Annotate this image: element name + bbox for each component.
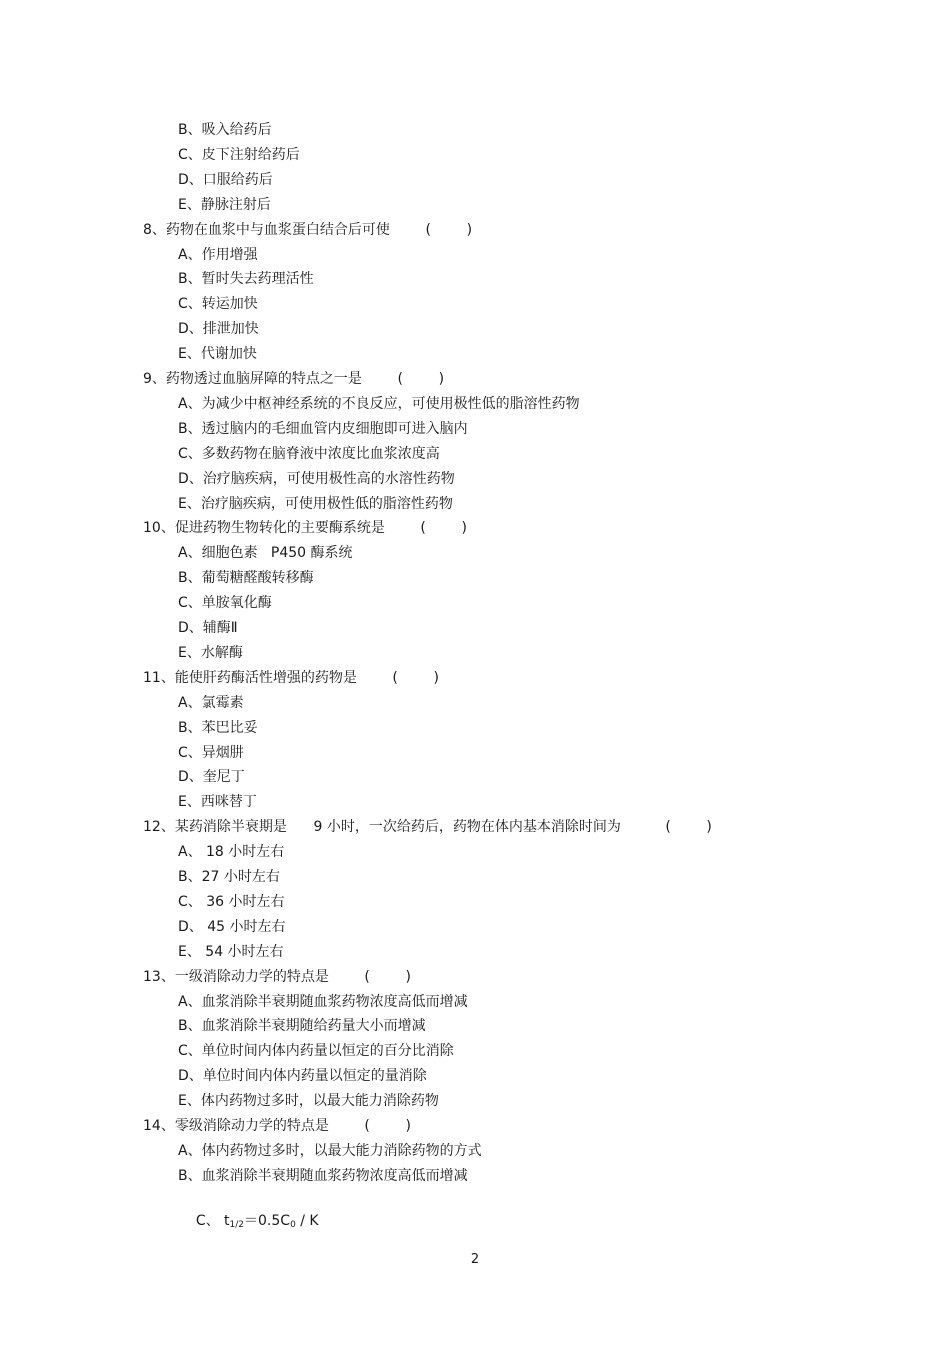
- answer-option: D、奎尼丁: [178, 769, 245, 785]
- answer-option: D、单位时间内体内药量以恒定的量消除: [178, 1068, 427, 1084]
- answer-option: D、 45 小时左右: [178, 919, 286, 935]
- answer-option: D、排泄加快: [178, 321, 259, 337]
- answer-option: E、代谢加快: [178, 346, 257, 362]
- question-stem: 11、能使肝药酶活性增强的药物是 ( ): [143, 670, 439, 686]
- answer-option: A、氯霉素: [178, 695, 244, 711]
- answer-option: E、水解酶: [178, 645, 243, 661]
- question-stem: 9、药物透过血脑屏障的特点之一是 ( ): [143, 371, 445, 387]
- answer-option: C、 36 小时左右: [178, 894, 285, 910]
- answer-option: C、单胺氧化酶: [178, 595, 272, 611]
- question-stem: 14、零级消除动力学的特点是 ( ): [143, 1118, 411, 1134]
- answer-option: B、透过脑内的毛细血管内皮细胞即可进入脑内: [178, 421, 468, 437]
- answer-option: B、血浆消除半衰期随给药量大小而增减: [178, 1018, 426, 1034]
- answer-option: E、体内药物过多时，以最大能力消除药物: [178, 1093, 439, 1109]
- answer-option: C、皮下注射给药后: [178, 147, 300, 163]
- formula-option-line: C、 $t_{1/2}=0.5C_0 / K$: [195, 1213, 319, 1230]
- question-stem: 12、某药消除半衰期是 9 小时，一次给药后，药物在体内基本消除时间为 ( ): [143, 819, 712, 835]
- answer-option: B、27 小时左右: [178, 869, 280, 885]
- answer-option: B、吸入给药后: [178, 122, 272, 138]
- answer-option: A、细胞色素 P450 酶系统: [178, 545, 353, 561]
- answer-option: B、葡萄糖醛酸转移酶: [178, 570, 314, 586]
- answer-option: A、体内药物过多时，以最大能力消除药物的方式: [178, 1143, 482, 1159]
- answer-option: D、口服给药后: [178, 172, 273, 188]
- answer-option: C、多数药物在脑脊液中浓度比血浆浓度高: [178, 446, 440, 462]
- answer-option: A、血浆消除半衰期随血浆药物浓度高低而增减: [178, 994, 468, 1010]
- answer-option: E、 54 小时左右: [178, 944, 284, 960]
- page-number: 2: [470, 1252, 480, 1267]
- answer-option: E、西咪替丁: [178, 794, 257, 810]
- answer-option: B、苯巴比妥: [178, 720, 258, 736]
- question-stem: 10、促进药物生物转化的主要酶系统是 ( ): [143, 520, 467, 536]
- answer-option: A、 18 小时左右: [178, 844, 285, 860]
- answer-option: E、静脉注射后: [178, 197, 271, 213]
- answer-option: A、为减少中枢神经系统的不良反应，可使用极性低的脂溶性药物: [178, 396, 580, 412]
- answer-option: A、作用增强: [178, 247, 258, 263]
- question-stem: 13、一级消除动力学的特点是 ( ): [143, 969, 411, 985]
- answer-option: C、转运加快: [178, 296, 258, 312]
- answer-option: B、暂时失去药理活性: [178, 271, 314, 287]
- answer-option: C、异烟肼: [178, 745, 244, 761]
- answer-option: D、治疗脑疾病，可使用极性高的水溶性药物: [178, 471, 455, 487]
- answer-option: B、血浆消除半衰期随血浆药物浓度高低而增减: [178, 1168, 468, 1184]
- answer-option: D、辅酶Ⅱ: [178, 620, 238, 636]
- answer-option: C、单位时间内体内药量以恒定的百分比消除: [178, 1043, 454, 1059]
- question-stem: 8、药物在血浆中与血浆蛋白结合后可使 ( ): [143, 222, 473, 238]
- answer-option: E、治疗脑疾病，可使用极性低的脂溶性药物: [178, 496, 453, 512]
